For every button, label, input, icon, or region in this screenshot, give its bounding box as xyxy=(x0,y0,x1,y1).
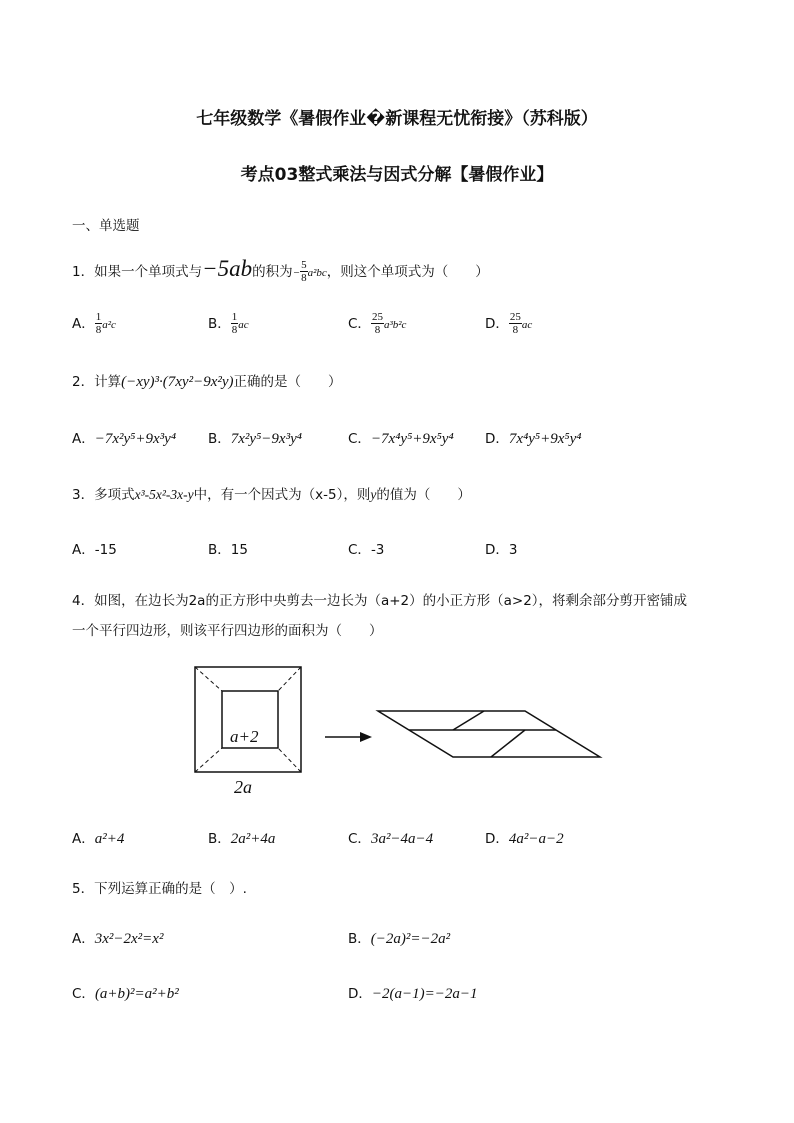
q1-option-d[interactable]: D． $\frac{25}{8}$ ac xyxy=(485,311,533,336)
question-3 xyxy=(72,483,471,503)
arrowhead-icon xyxy=(360,732,372,742)
q4-option-a[interactable]: A．a²+4 xyxy=(72,831,125,847)
q3-expr: x³-5x²-3x-y xyxy=(134,487,194,502)
q1-suffix: ，则这个单项式为（ ） xyxy=(326,264,489,280)
q3-prefix: 3．多项式 xyxy=(72,487,135,503)
question-1 xyxy=(72,256,489,284)
parallelogram xyxy=(378,711,600,757)
q2-option-d[interactable]: D．7x⁴y⁵+9x⁵y⁴ xyxy=(485,431,582,447)
q1-expr: −5ab xyxy=(202,256,253,281)
q2-option-a[interactable]: A．−7x²y⁵+9x³y⁴ xyxy=(72,431,177,447)
q4-line-1: 4．如图，在边长为2a的正方形中央剪去一边长为（a+2）的小正方形（a>2），将剩余部分剪开密铺成 xyxy=(72,593,688,609)
q5-option-d[interactable]: D．−2(a−1)=−2a−1 xyxy=(348,986,478,1002)
q4-option-c[interactable]: C．3a²−4a−4 xyxy=(348,831,434,847)
q2-option-b[interactable]: B．7x²y⁵−9x³y⁴ xyxy=(208,431,302,447)
q1-option-a[interactable]: A． $\frac{1}{8}$ a²c xyxy=(72,311,116,336)
q3-var: y xyxy=(370,487,377,502)
inner-square-label: a+2 xyxy=(230,727,259,746)
q2-suffix: 正确的是（ ） xyxy=(233,374,342,390)
q1-option-c[interactable]: C． $\frac{25}{8}$ a³b²c xyxy=(348,311,407,336)
document-title: 七年级数学《暑假作业�新课程无忧衔接》（苏科版） xyxy=(196,109,598,129)
q3-option-a[interactable]: A．-15 xyxy=(72,542,117,558)
q5-stem: 5．下列运算正确的是（ ）. xyxy=(72,881,247,897)
cut-lines xyxy=(195,667,301,772)
q1-product-fraction: $\frac{5}{8}$ xyxy=(301,259,307,284)
q1-mid: 的积为 xyxy=(252,264,293,280)
question-2 xyxy=(72,370,342,391)
q4-option-d[interactable]: D．4a²−a−2 xyxy=(485,831,564,847)
q4-figure xyxy=(180,660,620,800)
q3-option-b[interactable]: B．15 xyxy=(208,542,248,558)
q1-product-sign: − xyxy=(292,267,301,279)
q5-option-c[interactable]: C．(a+b)²=a²+b² xyxy=(72,986,179,1002)
q3-option-d[interactable]: D．3 xyxy=(485,542,518,558)
q2-expr: (−xy)³·(7xy²−9x²y) xyxy=(121,374,234,390)
section-heading: 一、单选题 xyxy=(72,218,140,234)
q4-line-2: 一个平行四边形，则该平行四边形的面积为（ ） xyxy=(72,623,383,639)
q5-option-a[interactable]: A．3x²−2x²=x² xyxy=(72,931,164,947)
q1-prefix: 1．如果一个单项式与 xyxy=(72,264,203,280)
q3-suffix: 的值为（ ） xyxy=(376,487,471,503)
outer-square xyxy=(195,667,301,772)
q5-option-b[interactable]: B．(−2a)²=−2a² xyxy=(348,931,451,947)
q4-option-b[interactable]: B．2a²+4a xyxy=(208,831,276,847)
topic-title: 考点03整式乘法与因式分解【暑假作业】 xyxy=(240,165,554,185)
q1-product-tail: a²bc xyxy=(307,267,327,279)
q2-prefix: 2．计算 xyxy=(72,374,122,390)
outer-square-label: 2a xyxy=(234,777,252,797)
q3-mid: 中，有一个因式为（x-5），则 xyxy=(193,487,371,503)
q2-option-c[interactable]: C．−7x⁴y⁵+9x⁵y⁴ xyxy=(348,431,454,447)
q3-option-c[interactable]: C．-3 xyxy=(348,542,385,558)
q1-option-b[interactable]: B． $\frac{1}{8}$ ac xyxy=(208,311,249,336)
